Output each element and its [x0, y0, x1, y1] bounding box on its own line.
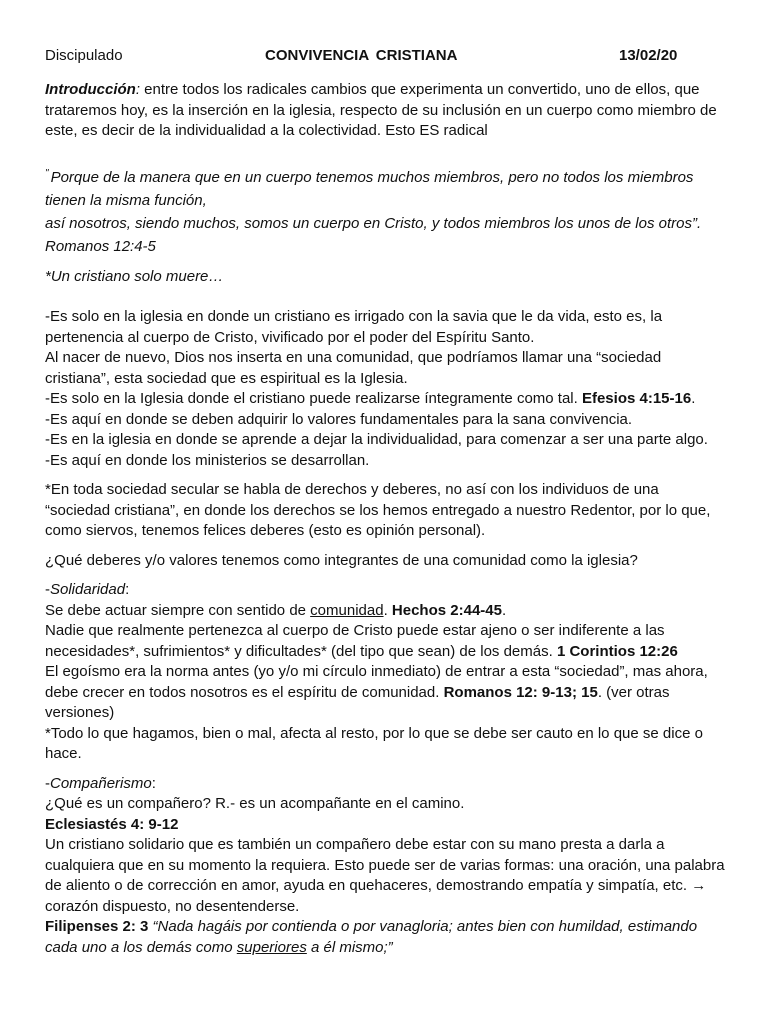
solidaridad-dash: -: [45, 581, 50, 598]
point-5: -Es en la iglesia en donde se aprende a dejar la individualidad, para comenzar a ser una parte algo.: [45, 431, 708, 448]
point-3: [45, 389, 725, 410]
companerismo-colon: :: [151, 774, 156, 792]
solidaridad-line-1: [45, 601, 725, 622]
document-header: [45, 46, 725, 68]
point-3-end: .: [691, 390, 696, 407]
header-course: Discipulado: [45, 47, 123, 64]
quote-line-2: así nosotros, siendo muchos, somos un cuerpo en Cristo, y todos miembros los unos de los otros”.: [45, 214, 702, 232]
companerismo-ref: [45, 815, 725, 836]
solidaridad-l2-text: Nadie que realmente pertenezca al cuerpo de Cristo puede estar ajeno o ser indiferente a las necesidades*, sufrimientos* y dificultades* (del tipo que sean) de los demás.: [45, 622, 665, 660]
filipenses-quote-2: a él mismo;”: [306, 938, 393, 956]
intro-colon: :: [135, 81, 140, 98]
intro-text: entre todos los radicales cambios que experimenta un convertido, uno de ellos, que trataremos hoy, es la inserción en la iglesia, respecto de su inclusión en un cuerpo como miembro de este, es decir de la individualidad a la colectividad. Esto ES radical: [45, 81, 717, 139]
point-3-text: -Es solo en la Iglesia donde el cristiano puede realizarse íntegramente como tal.: [45, 390, 582, 407]
solidaridad-colon: :: [125, 581, 130, 598]
arrow-right-icon: →: [691, 877, 707, 894]
solidaridad-l2-ref: 1 Corintios 12:26: [556, 642, 678, 660]
intro-label: Introducción: [45, 81, 136, 98]
solidaridad-l1-end: .: [501, 601, 507, 619]
solidaridad-label: Solidaridad: [50, 581, 126, 598]
filipenses-ref: Filipenses 2: 3: [45, 918, 149, 935]
companerismo-text-after: corazón dispuesto, no desentenderse.: [45, 897, 300, 915]
point-2: Al nacer de nuevo, Dios nos inserta en una comunidad, que podríamos llamar una “sociedad cristiana”, esta sociedad que es espiritual es la Iglesia.: [45, 349, 662, 387]
solidaridad-heading: [45, 580, 725, 601]
dies-line: *Un cristiano solo muere…: [45, 267, 224, 285]
companerismo-dash: -: [45, 774, 50, 792]
solidaridad-line-2: [45, 621, 725, 662]
point-3-ref: Efesios 4:15-16: [581, 390, 692, 407]
solidaridad-l1-dot: .: [383, 601, 392, 619]
document-page: [45, 46, 725, 958]
solidaridad-l1-ref: Hechos 2:44-45: [391, 601, 502, 619]
solidaridad-line-4: *Todo lo que hagamos, bien o mal, afecta al resto, por lo que se debe ser cauto en lo que se dice o hace.: [45, 724, 703, 762]
solidaridad-l3-ref: Romanos 12: 9-13; 15: [443, 683, 598, 701]
point-4: -Es aquí en donde se deben adquirir lo valores fundamentales para la sana convivencia.: [45, 410, 633, 428]
question-line: ¿Qué deberes y/o valores tenemos como integrantes de una comunidad como la iglesia?: [45, 551, 638, 569]
document-title: CONVIVENCIA CRISTIANA: [265, 47, 458, 64]
scripture-quote: [45, 162, 725, 258]
header-date: 13/02/20: [619, 47, 678, 64]
quote-reference: Romanos 12:4-5: [45, 237, 156, 255]
church-points: [45, 307, 725, 471]
solidaridad-l3-text: El egoísmo era la norma antes (yo y/o mi círculo inmediato) de entrar a esta “sociedad”, mas ahora, debe crecer en todos nosotros es el espíritu de comunidad.: [45, 663, 708, 701]
solidaridad-l3-end: . (ver otras versiones): [45, 683, 670, 721]
point-6: -Es aquí en donde los ministerios se desarrollan.: [45, 451, 370, 469]
companerismo-text: [45, 835, 725, 917]
filipenses-quote-1: “Nada hagáis por contienda o por vanagloria; antes bien con humildad, estimando cada uno a los demás como: [45, 918, 698, 956]
quote-mark: ": [45, 167, 49, 179]
solidaridad-l1-underline: comunidad: [310, 601, 384, 619]
section-solidaridad: [45, 580, 725, 765]
filipenses-underline: superiores: [236, 938, 307, 956]
quote-line-1: Porque de la manera que en un cuerpo tenemos muchos miembros, pero no todos los miembros tienen la misma función,: [45, 168, 694, 209]
companerismo-question: ¿Qué es un compañero? R.- es un acompañante en el camino.: [45, 795, 465, 812]
intro-paragraph: [45, 80, 725, 142]
solidaridad-line-3: [45, 662, 725, 724]
section-companerismo: [45, 774, 725, 959]
companerismo-heading: [45, 774, 725, 795]
point-1: -Es solo en la iglesia en donde un cristiano es irrigado con la savia que le da vida, esto es, la pertenencia al cuerpo de Cristo, vivificado por el poder del Espíritu Santo.: [45, 308, 663, 346]
solidaridad-l1-text: Se debe actuar siempre con sentido de: [45, 601, 311, 619]
eclesiastes-ref: Eclesiastés 4: 9-12: [45, 815, 179, 833]
filipenses-paragraph: [45, 917, 725, 958]
companerismo-text-before: Un cristiano solidario que es también un compañero debe estar con su mano presta a darla a cualquiera que en su momento la requiera. Esto puede ser de varias formas: una oración, una palabra de aliento o de corrección en amor, ayuda en quehaceres, demostrando empatía y simpatía, etc.: [45, 836, 725, 894]
society-paragraph: *En toda sociedad secular se habla de derechos y deberes, no así con los individuos de una “sociedad cristiana”, en donde los derechos se los hemos entregado a nuestro Redentor, por lo que, como siervos, tenemos felices deberes (esto es opinión personal).: [45, 481, 711, 539]
companerismo-label: Compañerismo: [50, 774, 152, 792]
